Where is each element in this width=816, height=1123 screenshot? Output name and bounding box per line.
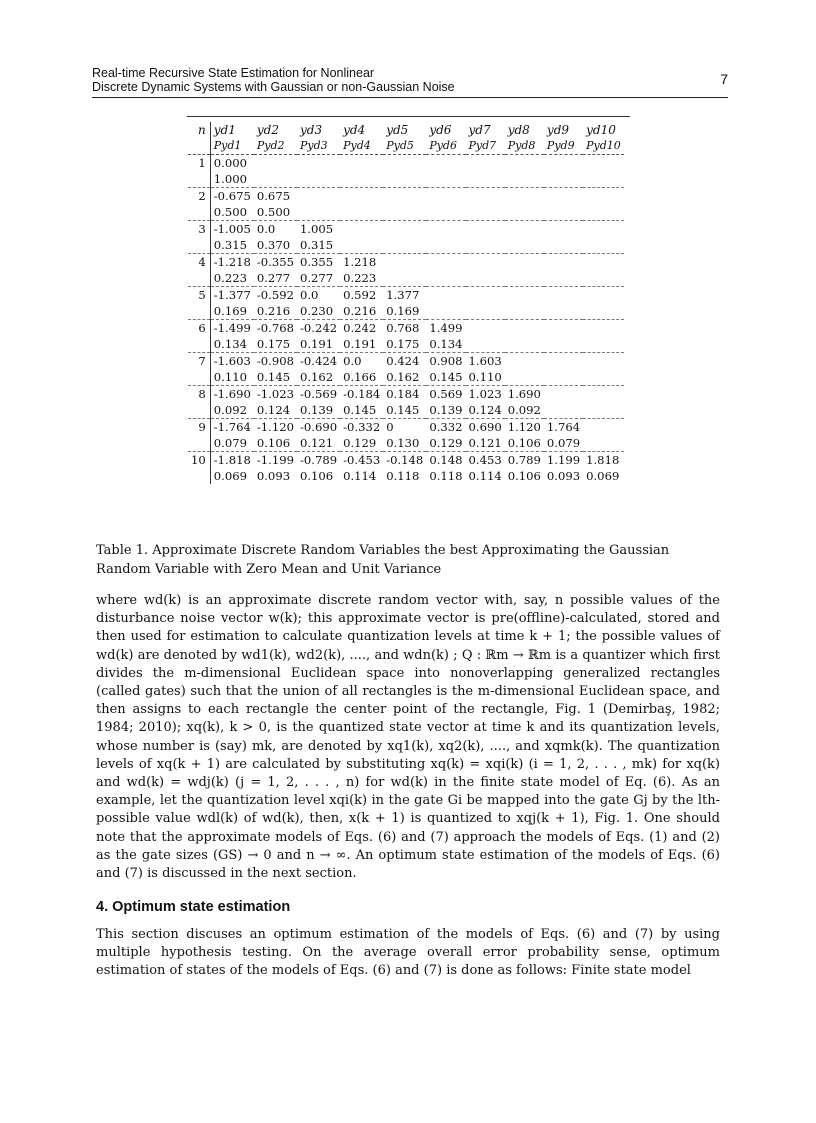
cell-prob bbox=[426, 303, 465, 320]
page-number: 7 bbox=[720, 71, 728, 87]
cell-prob: 0.191 bbox=[299, 337, 334, 351]
cell-value bbox=[505, 188, 544, 205]
cell-prob: 0.118 bbox=[386, 469, 420, 483]
cell-prob bbox=[505, 303, 544, 320]
table-row-probs bbox=[188, 237, 624, 254]
table-row-values bbox=[188, 287, 624, 304]
cell-prob bbox=[466, 270, 505, 287]
table-row-probs bbox=[188, 336, 624, 353]
cell-value: 0.453 bbox=[466, 452, 505, 469]
cell-prob: 0.130 bbox=[386, 436, 420, 450]
cell-prob: 0.145 bbox=[256, 370, 291, 384]
cell-value: -0.332 bbox=[340, 419, 383, 436]
cell-value: 0.242 bbox=[340, 320, 383, 337]
cell-prob bbox=[340, 171, 383, 188]
cell-value bbox=[544, 155, 583, 172]
cell-prob: 0.093 bbox=[256, 469, 291, 483]
cell-value: -0.148 bbox=[383, 452, 426, 469]
cell-value bbox=[426, 188, 465, 205]
cell-prob bbox=[583, 171, 624, 188]
cell-value bbox=[505, 254, 544, 271]
cell-value: -1.023 bbox=[254, 386, 297, 403]
header-value: yd9 bbox=[546, 123, 570, 137]
row-n-blank bbox=[188, 237, 210, 254]
cell-prob: 0.106 bbox=[507, 469, 541, 483]
cell-value: 0.768 bbox=[383, 320, 426, 337]
cell-prob bbox=[583, 303, 624, 320]
cell-prob bbox=[583, 237, 624, 254]
cell-prob bbox=[544, 204, 583, 221]
running-head-line2: Discrete Dynamic Systems with Gaussian or non-Gaussian Noise bbox=[92, 80, 455, 94]
header-value: yd8 bbox=[507, 123, 530, 137]
header-n-blank bbox=[188, 138, 210, 155]
cell-prob: 0.121 bbox=[468, 436, 502, 450]
cell-prob bbox=[505, 237, 544, 254]
cell-prob bbox=[297, 204, 340, 221]
row-n-blank bbox=[188, 468, 210, 484]
cell-prob: 0.106 bbox=[299, 469, 334, 483]
cell-prob: 1.000 bbox=[213, 172, 247, 186]
row-n-blank bbox=[188, 435, 210, 452]
cell-prob: 0.106 bbox=[256, 436, 291, 450]
cell-value: -1.764 bbox=[210, 419, 254, 436]
cell-prob: 0.162 bbox=[386, 370, 420, 384]
data-table bbox=[188, 122, 624, 484]
cell-prob bbox=[383, 171, 426, 188]
cell-value: -0.242 bbox=[297, 320, 340, 337]
cell-value bbox=[583, 353, 624, 370]
cell-prob: 0.139 bbox=[299, 403, 334, 417]
cell-value bbox=[466, 155, 505, 172]
cell-value: -1.377 bbox=[210, 287, 254, 304]
header-prob: Pyd4 bbox=[340, 138, 383, 155]
row-n-blank bbox=[188, 171, 210, 188]
cell-value: -0.768 bbox=[254, 320, 297, 337]
cell-prob: 0.145 bbox=[429, 370, 463, 384]
cell-value: 0.789 bbox=[505, 452, 544, 469]
header-prob: Pyd1 bbox=[210, 138, 254, 155]
cell-value: 0.569 bbox=[426, 386, 465, 403]
row-n: 10 bbox=[188, 452, 210, 469]
cell-value: -1.690 bbox=[210, 386, 254, 403]
cell-prob bbox=[583, 270, 624, 287]
header-value: yd1 bbox=[213, 123, 236, 137]
cell-value bbox=[383, 221, 426, 238]
cell-value: 1.603 bbox=[466, 353, 505, 370]
running-head bbox=[92, 66, 728, 94]
cell-prob: 0.110 bbox=[468, 370, 502, 384]
body-paragraph-2: This section discuses an optimum estimation of the models of Eqs. (6) and (7) by using multiple hypothesis testing. On the average overall error probability sense, optimum estimation of states of the models of Eqs. (6) and (7) is done as follows: Finite state model bbox=[96, 927, 720, 979]
cell-value: 0.675 bbox=[254, 188, 297, 205]
cell-prob: 0.114 bbox=[468, 469, 502, 483]
header-prob: Pyd10 bbox=[583, 138, 624, 155]
cell-value: 1.120 bbox=[505, 419, 544, 436]
table-row-values bbox=[188, 386, 624, 403]
header-value: yd3 bbox=[299, 123, 323, 137]
row-n: 8 bbox=[188, 386, 210, 403]
cell-prob: 0.277 bbox=[256, 271, 291, 285]
cell-value: -0.690 bbox=[297, 419, 340, 436]
cell-value: -1.218 bbox=[210, 254, 254, 271]
row-n-blank bbox=[188, 204, 210, 221]
cell-value bbox=[466, 320, 505, 337]
cell-prob: 0.114 bbox=[343, 469, 377, 483]
cell-prob: 0.134 bbox=[213, 337, 247, 351]
cell-prob bbox=[426, 270, 465, 287]
cell-prob: 0.079 bbox=[546, 436, 581, 450]
cell-prob: 0.093 bbox=[546, 469, 581, 483]
header-value: yd6 bbox=[429, 123, 452, 137]
table-row-values bbox=[188, 353, 624, 370]
cell-value: -1.120 bbox=[254, 419, 297, 436]
section-heading: 4. Optimum state estimation bbox=[96, 899, 291, 915]
cell-value bbox=[583, 287, 624, 304]
cell-prob: 0.191 bbox=[343, 337, 377, 351]
cell-value bbox=[544, 221, 583, 238]
cell-prob: 0.175 bbox=[386, 337, 420, 351]
cell-prob bbox=[466, 336, 505, 353]
cell-value: -0.355 bbox=[254, 254, 297, 271]
row-n: 7 bbox=[188, 353, 210, 370]
cell-prob bbox=[583, 369, 624, 386]
cell-prob: 0.129 bbox=[343, 436, 377, 450]
cell-prob bbox=[254, 171, 297, 188]
cell-value: 0.690 bbox=[466, 419, 505, 436]
table-row-values bbox=[188, 188, 624, 205]
cell-prob bbox=[544, 171, 583, 188]
cell-prob: 0.092 bbox=[213, 403, 247, 417]
cell-prob bbox=[466, 303, 505, 320]
table-row-values bbox=[188, 320, 624, 337]
cell-value: 1.818 bbox=[583, 452, 624, 469]
cell-prob bbox=[383, 237, 426, 254]
cell-value: 0.0 bbox=[340, 353, 383, 370]
cell-prob bbox=[426, 171, 465, 188]
cell-prob bbox=[383, 270, 426, 287]
header-prob: Pyd2 bbox=[254, 138, 297, 155]
cell-prob bbox=[426, 237, 465, 254]
table-row-probs bbox=[188, 204, 624, 221]
cell-prob bbox=[505, 270, 544, 287]
header-n: n bbox=[188, 122, 210, 138]
cell-value bbox=[544, 254, 583, 271]
row-n-blank bbox=[188, 369, 210, 386]
cell-prob bbox=[544, 303, 583, 320]
row-n: 5 bbox=[188, 287, 210, 304]
row-n: 1 bbox=[188, 155, 210, 172]
header-prob: Pyd3 bbox=[297, 138, 340, 155]
cell-value bbox=[297, 188, 340, 205]
cell-prob: 0.500 bbox=[213, 205, 247, 219]
cell-value: 0.908 bbox=[426, 353, 465, 370]
cell-prob bbox=[505, 336, 544, 353]
cell-prob: 0.315 bbox=[299, 238, 334, 252]
cell-value bbox=[383, 254, 426, 271]
cell-prob: 0.118 bbox=[429, 469, 463, 483]
cell-value bbox=[544, 386, 583, 403]
table-row-values bbox=[188, 452, 624, 469]
table-row-values bbox=[188, 254, 624, 271]
row-n-blank bbox=[188, 303, 210, 320]
cell-value: -1.499 bbox=[210, 320, 254, 337]
cell-value bbox=[383, 155, 426, 172]
header-value: yd5 bbox=[386, 123, 409, 137]
cell-prob: 0.129 bbox=[429, 436, 463, 450]
cell-prob bbox=[505, 369, 544, 386]
header-value: yd7 bbox=[468, 123, 491, 137]
cell-value bbox=[505, 353, 544, 370]
row-n-blank bbox=[188, 402, 210, 419]
table-row-probs bbox=[188, 468, 624, 484]
cell-value bbox=[426, 155, 465, 172]
cell-value bbox=[505, 320, 544, 337]
cell-value bbox=[297, 155, 340, 172]
cell-prob: 0.069 bbox=[586, 469, 620, 483]
cell-prob bbox=[466, 171, 505, 188]
body-paragraph-1: where wd(k) is an approximate discrete random vector with, say, n possible values of the disturbance noise vector w(k); this approximate vector is pre(offline)-calculated, stored and then used for estimation to calculate quantization levels at time k + 1; the possible values of wd(k) are denoted by wd1(k), wd2(k), ...., and wdn(k) ; Q : ℝm → ℝm is a quantizer which first divides the m-dimensional Euclidean space into nonoverlapping generalized rectangles (called gates) such that the union of all rectangles is the m-dimensional Euclidean space, and then assigns to each rectangle the center point of the rectangle, Fig. 1 (Demirbaş, 1982; 1984; 2010); xq(k), k > 0, is the quantized state vector at time k and its quantization levels, whose number is (say) mk, are denoted by xq1(k), xq2(k), ...., and xqmk(k). The quantization levels of xq(k + 1) are calculated by substituting xq(k) = xqi(k) (i = 1, 2, . . . , mk) for xq(k) and wd(k) = wdj(k) (j = 1, 2, . . . , n) for wd(k) in the finite state model of Eq. (6). As an example, let the quantization level xqi(k) in the gate Gi be mapped into the gate Gj by the lth-possible value wdl(k) of wd(k), then, x(k + 1) is quantized to xqj(k + 1), Fig. 1. One should note that the approximate models of Eqs. (6) and (7) approach the models of Eqs. (1) and (2) as the gate sizes (GS) → 0 and n → ∞. An optimum state estimation of the models of Eqs. (6) and (7) is discussed in the next section. bbox=[96, 593, 720, 882]
cell-value bbox=[340, 155, 383, 172]
cell-prob: 0.145 bbox=[386, 403, 420, 417]
cell-prob bbox=[340, 237, 383, 254]
cell-prob: 0.124 bbox=[468, 403, 502, 417]
table-caption: Table 1. Approximate Discrete Random Variables the best Approximating the Gaussian Random Variable with Zero Mean and Unit Variance bbox=[96, 543, 670, 577]
cell-value: 0.592 bbox=[340, 287, 383, 304]
table-row-probs bbox=[188, 435, 624, 452]
cell-value: -1.199 bbox=[254, 452, 297, 469]
cell-value bbox=[466, 287, 505, 304]
cell-value: 0.424 bbox=[383, 353, 426, 370]
header-rule bbox=[92, 97, 728, 98]
header-row-probs bbox=[188, 138, 624, 155]
cell-value bbox=[340, 221, 383, 238]
cell-value bbox=[583, 155, 624, 172]
cell-value bbox=[583, 188, 624, 205]
cell-prob: 0.166 bbox=[343, 370, 377, 384]
table-row-probs bbox=[188, 402, 624, 419]
cell-prob: 0.175 bbox=[256, 337, 291, 351]
cell-value: -0.592 bbox=[254, 287, 297, 304]
row-n: 9 bbox=[188, 419, 210, 436]
cell-value: 1.764 bbox=[544, 419, 583, 436]
cell-prob: 0.069 bbox=[213, 469, 247, 483]
cell-prob: 0.106 bbox=[507, 436, 541, 450]
cell-prob: 0.223 bbox=[343, 271, 377, 285]
cell-value: -0.424 bbox=[297, 353, 340, 370]
cell-value bbox=[426, 221, 465, 238]
cell-prob: 0.315 bbox=[213, 238, 247, 252]
cell-prob bbox=[505, 171, 544, 188]
cell-prob: 0.139 bbox=[429, 403, 463, 417]
header-prob: Pyd8 bbox=[505, 138, 544, 155]
cell-value: 0.184 bbox=[383, 386, 426, 403]
cell-value bbox=[583, 386, 624, 403]
cell-value: -0.453 bbox=[340, 452, 383, 469]
cell-prob bbox=[544, 402, 583, 419]
cell-value: -0.675 bbox=[210, 188, 254, 205]
cell-value bbox=[544, 320, 583, 337]
cell-value: 1.499 bbox=[426, 320, 465, 337]
cell-prob bbox=[544, 237, 583, 254]
cell-value: 1.218 bbox=[340, 254, 383, 271]
cell-value bbox=[544, 353, 583, 370]
running-head-line1: Real-time Recursive State Estimation for Nonlinear bbox=[92, 66, 375, 80]
cell-value bbox=[583, 320, 624, 337]
cell-value bbox=[583, 221, 624, 238]
row-n: 3 bbox=[188, 221, 210, 238]
cell-value: 0.355 bbox=[297, 254, 340, 271]
header-prob: Pyd7 bbox=[466, 138, 505, 155]
header-value: yd10 bbox=[586, 123, 616, 137]
cell-prob: 0.162 bbox=[299, 370, 334, 384]
cell-value bbox=[544, 287, 583, 304]
table-row-values bbox=[188, 221, 624, 238]
cell-value: 1.199 bbox=[544, 452, 583, 469]
cell-prob: 0.169 bbox=[386, 304, 420, 318]
cell-prob bbox=[544, 270, 583, 287]
cell-value: 0.0 bbox=[297, 287, 340, 304]
table-row-probs bbox=[188, 369, 624, 386]
cell-value bbox=[466, 188, 505, 205]
cell-value: 1.023 bbox=[466, 386, 505, 403]
cell-prob: 0.079 bbox=[213, 436, 247, 450]
cell-value: -1.603 bbox=[210, 353, 254, 370]
cell-prob bbox=[466, 237, 505, 254]
cell-value bbox=[254, 155, 297, 172]
cell-prob: 0.092 bbox=[507, 403, 541, 417]
table-row-probs bbox=[188, 171, 624, 188]
cell-value bbox=[583, 254, 624, 271]
row-n: 2 bbox=[188, 188, 210, 205]
table-row-probs bbox=[188, 270, 624, 287]
cell-prob bbox=[466, 204, 505, 221]
table-row-probs bbox=[188, 303, 624, 320]
cell-prob: 0.110 bbox=[213, 370, 247, 384]
cell-value: 0.000 bbox=[210, 155, 254, 172]
cell-prob: 0.230 bbox=[299, 304, 334, 318]
cell-prob: 0.216 bbox=[256, 304, 291, 318]
cell-value bbox=[544, 188, 583, 205]
cell-prob bbox=[297, 171, 340, 188]
cell-prob: 0.134 bbox=[429, 337, 463, 351]
cell-value bbox=[505, 287, 544, 304]
cell-value: -1.005 bbox=[210, 221, 254, 238]
cell-value: -0.569 bbox=[297, 386, 340, 403]
header-value: yd2 bbox=[256, 123, 279, 137]
cell-prob bbox=[383, 204, 426, 221]
cell-prob: 0.121 bbox=[299, 436, 334, 450]
row-n-blank bbox=[188, 270, 210, 287]
cell-prob bbox=[340, 204, 383, 221]
cell-value bbox=[426, 254, 465, 271]
cell-value: -0.789 bbox=[297, 452, 340, 469]
cell-prob bbox=[505, 204, 544, 221]
header-prob: Pyd6 bbox=[426, 138, 465, 155]
row-n-blank bbox=[188, 336, 210, 353]
cell-value bbox=[466, 254, 505, 271]
row-n: 6 bbox=[188, 320, 210, 337]
header-prob: Pyd9 bbox=[544, 138, 583, 155]
cell-value: -0.184 bbox=[340, 386, 383, 403]
cell-prob bbox=[544, 369, 583, 386]
cell-prob: 0.145 bbox=[343, 403, 377, 417]
cell-value: 1.005 bbox=[297, 221, 340, 238]
cell-value: 0.148 bbox=[426, 452, 465, 469]
cell-prob: 0.370 bbox=[256, 238, 291, 252]
header-row-values bbox=[188, 122, 624, 138]
cell-value bbox=[505, 155, 544, 172]
cell-value: 0.0 bbox=[254, 221, 297, 238]
cell-prob bbox=[583, 204, 624, 221]
table-row-values bbox=[188, 419, 624, 436]
cell-value: 0.332 bbox=[426, 419, 465, 436]
table-top-rule bbox=[187, 116, 630, 117]
cell-prob: 0.216 bbox=[343, 304, 377, 318]
cell-value: -0.908 bbox=[254, 353, 297, 370]
cell-value: 1.377 bbox=[383, 287, 426, 304]
cell-value: 0 bbox=[383, 419, 426, 436]
row-n: 4 bbox=[188, 254, 210, 271]
table-row-values bbox=[188, 155, 624, 172]
cell-prob: 0.169 bbox=[213, 304, 247, 318]
cell-prob: 0.500 bbox=[256, 205, 291, 219]
cell-prob bbox=[583, 402, 624, 419]
cell-value bbox=[583, 419, 624, 436]
cell-value bbox=[505, 221, 544, 238]
cell-prob bbox=[583, 435, 624, 452]
cell-prob bbox=[426, 204, 465, 221]
cell-prob: 0.124 bbox=[256, 403, 291, 417]
cell-value: -1.818 bbox=[210, 452, 254, 469]
cell-prob bbox=[544, 336, 583, 353]
cell-prob: 0.223 bbox=[213, 271, 247, 285]
header-value: yd4 bbox=[343, 123, 366, 137]
cell-value bbox=[466, 221, 505, 238]
cell-value bbox=[340, 188, 383, 205]
cell-value bbox=[426, 287, 465, 304]
header-prob: Pyd5 bbox=[383, 138, 426, 155]
cell-value bbox=[383, 188, 426, 205]
cell-prob bbox=[583, 336, 624, 353]
cell-value: 1.690 bbox=[505, 386, 544, 403]
cell-prob: 0.277 bbox=[299, 271, 334, 285]
